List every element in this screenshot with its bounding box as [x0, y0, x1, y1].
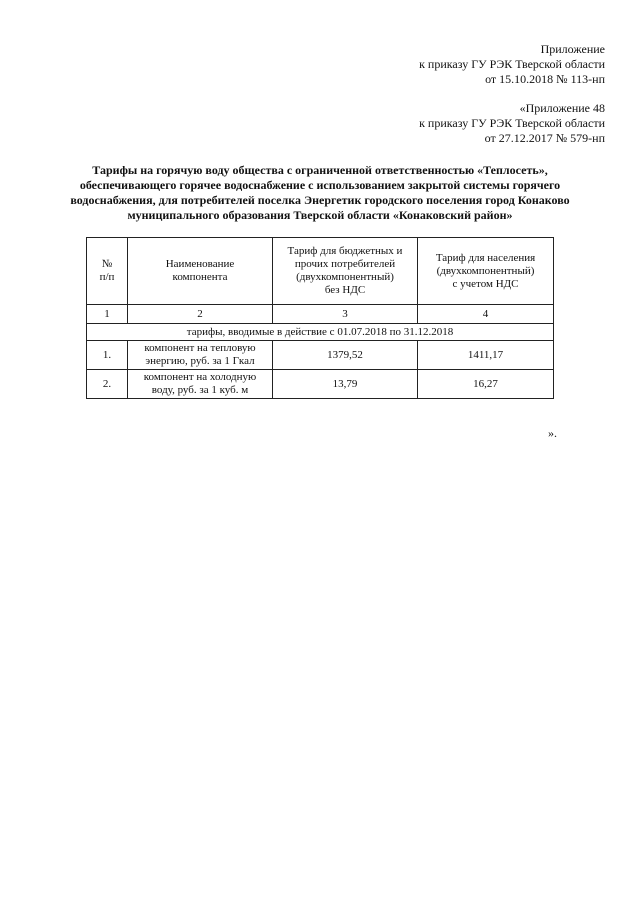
- annex-line: от 15.10.2018 № 113-нп: [485, 72, 605, 86]
- period-row: [87, 324, 554, 341]
- component-name: компонент на тепловую энергию, руб. за 1 Гкал: [128, 341, 273, 370]
- column-number: 4: [418, 305, 554, 324]
- title-line: муниципального образования Тверской области «Конаковский район»: [127, 208, 513, 222]
- column-number: 1: [87, 305, 128, 324]
- title-line: Тарифы на горячую воду общества с ограниченной ответственностью «Теплосеть»,: [92, 163, 548, 177]
- tariff-budget-value: 13,79: [273, 370, 418, 399]
- tariff-budget-value: 1379,52: [273, 341, 418, 370]
- component-name: компонент на холодную воду, руб. за 1 куб. м: [128, 370, 273, 399]
- tariff-table: [86, 237, 554, 399]
- document-title: [30, 163, 610, 223]
- annex-reference: [419, 42, 605, 87]
- header-tariff-population: Тариф для населения (двухкомпонентный) с учетом НДС: [418, 238, 554, 305]
- table-header-row: [87, 238, 554, 305]
- tariff-population-value: 16,27: [418, 370, 554, 399]
- tariff-population-value: 1411,17: [418, 341, 554, 370]
- annex-line: Приложение: [540, 42, 605, 56]
- table-row: [87, 370, 554, 399]
- original-annex-reference: [419, 101, 605, 146]
- annex-line: от 27.12.2017 № 579-нп: [484, 131, 605, 145]
- annex-line: к приказу ГУ РЭК Тверской области: [419, 57, 605, 71]
- header-component-name: Наименование компонента: [128, 238, 273, 305]
- title-line: обеспечивающего горячее водоснабжение с использованием закрытой системы горячего: [79, 178, 561, 192]
- column-number: 2: [128, 305, 273, 324]
- row-number: 2.: [87, 370, 128, 399]
- header-tariff-budget: Тариф для бюджетных и прочих потребителей (двухкомпонентный) без НДС: [273, 238, 418, 305]
- title-line: водоснабжения, для потребителей поселка Энергетик городского поселения город Конаково: [70, 193, 570, 207]
- column-number: 3: [273, 305, 418, 324]
- closing-quote: ».: [548, 426, 557, 440]
- annex-line: «Приложение 48: [519, 101, 605, 115]
- table-row: [87, 341, 554, 370]
- column-numbers-row: [87, 305, 554, 324]
- header-number: № п/п: [87, 238, 128, 305]
- annex-line: к приказу ГУ РЭК Тверской области: [419, 116, 605, 130]
- period-text: тарифы, вводимые в действие с 01.07.2018 по 31.12.2018: [87, 324, 554, 341]
- row-number: 1.: [87, 341, 128, 370]
